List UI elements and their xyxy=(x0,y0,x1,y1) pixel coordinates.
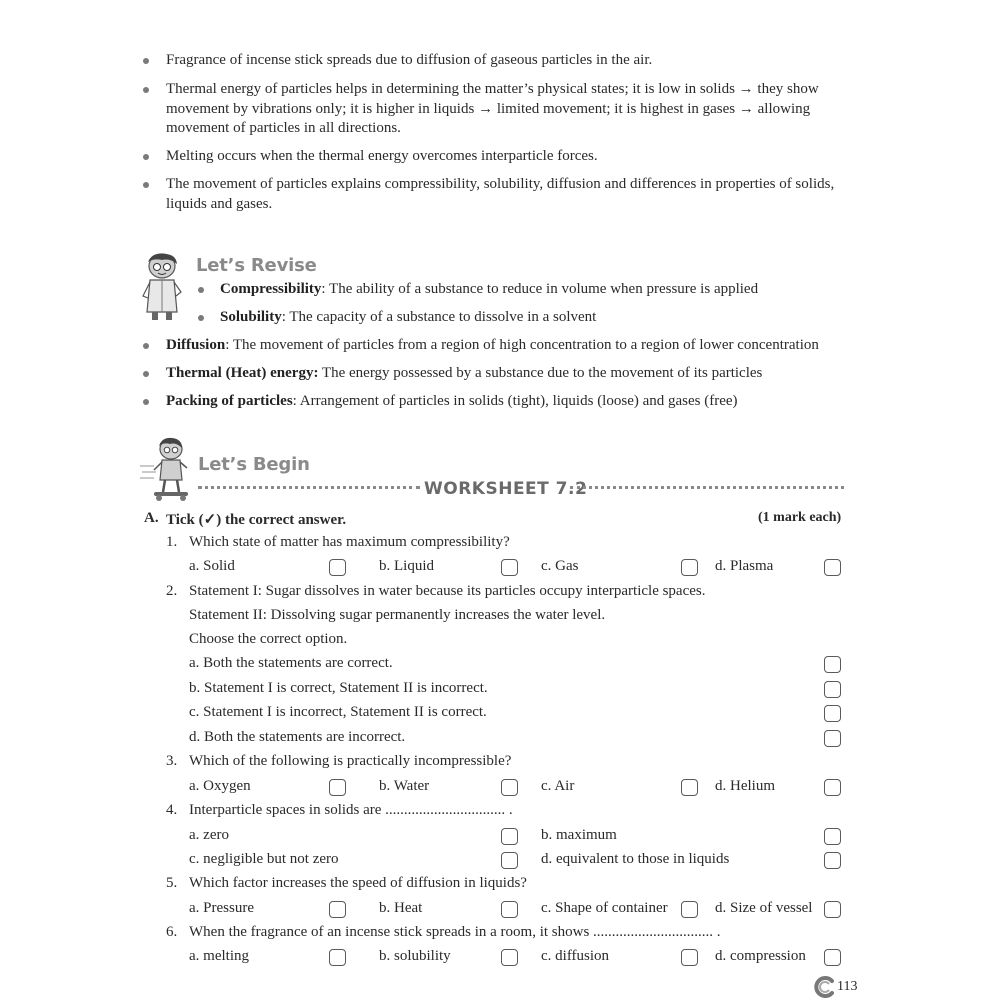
dotted-rule-left xyxy=(198,486,420,489)
question-number: 3. xyxy=(166,753,178,769)
option-label: a. Solid xyxy=(189,558,235,574)
answer-checkbox[interactable] xyxy=(329,949,346,966)
option-label: c. Air xyxy=(541,778,575,794)
answer-checkbox[interactable] xyxy=(501,852,518,869)
revise-item: Compressibility: The ability of a substance to reduce in volume when pressure is applied xyxy=(220,281,759,297)
option-label: d. Plasma xyxy=(715,558,774,574)
question-text: Which state of matter has maximum compressibility? xyxy=(189,534,510,550)
question-number: 6. xyxy=(166,924,178,940)
option-label: d. Helium xyxy=(715,778,775,794)
page-number: 113 xyxy=(837,979,858,994)
bullet xyxy=(143,182,149,188)
bullet xyxy=(143,87,149,93)
option-label: c. Statement I is incorrect, Statement II is correct. xyxy=(189,704,487,720)
option-label: d. equivalent to those in liquids xyxy=(541,851,730,867)
answer-checkbox[interactable] xyxy=(824,559,841,576)
option-label: b. Liquid xyxy=(379,558,434,574)
answer-checkbox[interactable] xyxy=(501,949,518,966)
answer-checkbox[interactable] xyxy=(681,949,698,966)
bullet xyxy=(143,154,149,160)
answer-checkbox[interactable] xyxy=(824,656,841,673)
bullet-text: Fragrance of incense stick spreads due to diffusion of gaseous particles in the air. xyxy=(166,52,653,68)
revise-item: Diffusion: The movement of particles from a region of high concentration to a region of lower concentration xyxy=(166,337,819,353)
option-label: a. melting xyxy=(189,948,249,964)
option-label: b. maximum xyxy=(541,827,617,843)
lets-begin-heading: Let’s Begin xyxy=(198,454,310,475)
section-instruction: Tick (✓) the correct answer. xyxy=(166,512,347,528)
answer-checkbox[interactable] xyxy=(824,828,841,845)
question-number: 1. xyxy=(166,534,178,550)
bullet-text: Melting occurs when the thermal energy overcomes interparticle forces. xyxy=(166,148,598,164)
bullet xyxy=(143,343,149,349)
lets-revise-heading: Let’s Revise xyxy=(196,255,317,276)
question-text: Interparticle spaces in solids are ................................ . xyxy=(189,802,513,818)
answer-checkbox[interactable] xyxy=(824,705,841,722)
option-label: b. Statement I is correct, Statement II is incorrect. xyxy=(189,680,488,696)
publisher-logo-icon xyxy=(814,976,836,998)
bullet xyxy=(143,399,149,405)
bullet-text: The movement of particles explains compressibility, solubility, diffusion and differences in properties of solids, liquids and gases. xyxy=(166,176,835,212)
bullet xyxy=(198,315,204,321)
scientist-mascot-icon xyxy=(140,252,188,322)
option-label: b. Heat xyxy=(379,900,423,916)
bullet-text: Thermal energy of particles helps in determining the matter’s physical states; it is low in solids → they show movement by vibrations only; it is higher in liquids → limited movement; it is highest in gases → allowing movement of particles in all directions. xyxy=(166,81,819,136)
option-label: a. Pressure xyxy=(189,900,254,916)
option-label: c. Shape of container xyxy=(541,900,668,916)
marks-note: (1 mark each) xyxy=(758,510,842,525)
option-label: d. Both the statements are incorrect. xyxy=(189,729,406,745)
bullet xyxy=(143,371,149,377)
answer-checkbox[interactable] xyxy=(501,828,518,845)
answer-checkbox[interactable] xyxy=(501,559,518,576)
answer-checkbox[interactable] xyxy=(824,852,841,869)
option-label: d. compression xyxy=(715,948,806,964)
revise-item: Thermal (Heat) energy: The energy possessed by a substance due to the movement of its particles xyxy=(166,365,763,381)
answer-checkbox[interactable] xyxy=(501,779,518,796)
answer-checkbox[interactable] xyxy=(329,901,346,918)
bullet xyxy=(198,287,204,293)
revise-item: Solubility: The capacity of a substance to dissolve in a solvent xyxy=(220,309,597,325)
answer-checkbox[interactable] xyxy=(824,730,841,747)
question-text-line: Choose the correct option. xyxy=(189,631,348,647)
answer-checkbox[interactable] xyxy=(329,779,346,796)
answer-checkbox[interactable] xyxy=(681,779,698,796)
question-text: Statement I: Sugar dissolves in water because its particles occupy interparticle spaces. xyxy=(189,583,706,599)
option-label: a. Oxygen xyxy=(189,778,251,794)
option-label: b. Water xyxy=(379,778,430,794)
option-label: d. Size of vessel xyxy=(715,900,813,916)
question-text-line: Statement II: Dissolving sugar permanently increases the water level. xyxy=(189,607,606,623)
answer-checkbox[interactable] xyxy=(501,901,518,918)
answer-checkbox[interactable] xyxy=(824,681,841,698)
option-label: b. solubility xyxy=(379,948,451,964)
answer-checkbox[interactable] xyxy=(824,779,841,796)
answer-checkbox[interactable] xyxy=(329,559,346,576)
option-label: c. diffusion xyxy=(541,948,610,964)
revise-item: Packing of particles: Arrangement of particles in solids (tight), liquids (loose) and gases (free) xyxy=(166,393,738,409)
answer-checkbox[interactable] xyxy=(824,949,841,966)
dotted-rule-right xyxy=(570,486,844,489)
option-label: a. Both the statements are correct. xyxy=(189,655,393,671)
question-number: 4. xyxy=(166,802,178,818)
question-number: 2. xyxy=(166,583,178,599)
question-number: 5. xyxy=(166,875,178,891)
answer-checkbox[interactable] xyxy=(824,901,841,918)
section-label: A. xyxy=(144,510,159,526)
option-label: c. Gas xyxy=(541,558,579,574)
option-label: a. zero xyxy=(189,827,229,843)
answer-checkbox[interactable] xyxy=(681,559,698,576)
skateboard-boy-icon xyxy=(140,436,192,502)
question-text: Which of the following is practically incompressible? xyxy=(189,753,512,769)
question-text: Which factor increases the speed of diffusion in liquids? xyxy=(189,875,527,891)
question-text: When the fragrance of an incense stick spreads in a room, it shows ................................ . xyxy=(189,924,721,940)
bullet xyxy=(143,58,149,64)
option-label: c. negligible but not zero xyxy=(189,851,339,867)
worksheet-title: WORKSHEET 7.2 xyxy=(424,479,588,499)
answer-checkbox[interactable] xyxy=(681,901,698,918)
